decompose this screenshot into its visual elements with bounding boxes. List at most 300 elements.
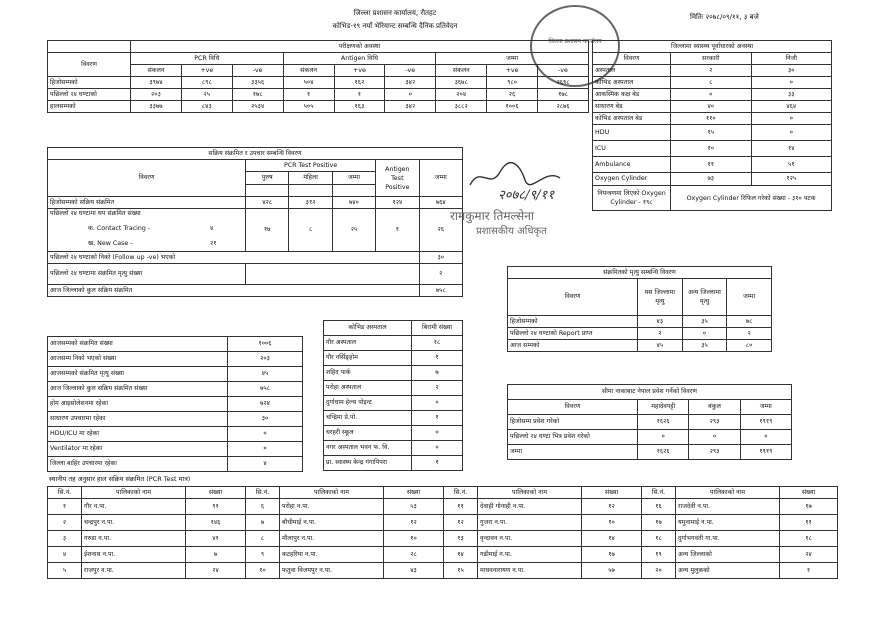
table-cell: अन्य जिल्लाको [676,547,780,563]
table-cell: ७ [186,547,246,563]
table-cell: Oxygen Cylinder रिफिल गरेको संख्या - ३१० पटक [671,186,832,211]
table-cell: संक्रमितको मृत्यु सम्बन्धि विवरण [508,267,772,279]
table-row [593,41,832,53]
table-row [48,412,303,427]
table-cell: ० [689,430,740,445]
table-row [48,442,303,457]
table-row [48,397,303,412]
table-cell: बौधीमाई न.पा. [280,515,384,531]
table-cell: २ [638,328,683,340]
table-cell: १६२ [334,77,385,89]
table-cell: -ve [385,65,436,77]
table-cell: यमुनामाई न.पा. [676,515,780,531]
table-cell: १ [334,89,385,101]
table-cell: जम्मा [508,445,638,460]
local-level-table [47,486,838,579]
table-row [593,77,832,89]
table-cell: १४६ [186,515,246,531]
table-cell: ० [671,89,752,101]
table-cell: ७ [412,366,463,381]
table-cell: HDU/ICU मा रहेका [48,427,228,442]
table-cell: २५ [332,209,375,252]
table-cell: ८ [671,77,752,89]
table-row [48,531,838,547]
table-cell: ३५ [682,316,727,328]
table-cell: देवाही गोनाही न.पा. [478,499,582,515]
table-cell: HDU [593,125,671,141]
table-cell: १२ [444,515,478,531]
table-cell: परोहा न.पा. [280,499,384,515]
table-row [324,441,463,456]
table-cell: ० [228,427,303,442]
table-row [324,396,463,411]
table-cell: हालसम्मको [48,101,131,113]
table-cell: १४ [751,141,832,157]
table-cell: ३० [751,65,832,77]
table-cell: १६३ [334,101,385,113]
table-cell: ५१ [751,157,832,173]
table-cell: दुर्गाधाम हेल्थ पोइन्ट [324,396,412,411]
table-cell: विवरण [48,160,246,197]
table-cell: २९३ [689,445,740,460]
table-cell: आज जिल्लाको कुल सक्रिय संक्रमित [48,285,420,297]
table-cell: प्रा. स्वास्थ्य केन्द्र गंगापिपरा [324,456,412,471]
table-row [324,351,463,366]
table-row [593,173,832,186]
table-row [508,267,772,279]
table-cell: साधारण उपचारमा रहेका [48,412,228,427]
table-cell: ७८ [727,316,772,328]
table-cell: ५ [48,563,82,579]
table-cell: अन्य जिल्लामा मृत्यु [682,279,727,316]
table-cell: पछिल्लो २४ घण्टामा संक्रमित मृत्यु संख्या [48,264,246,285]
table-cell: निजी [751,53,832,65]
text-label: ४ [210,225,214,232]
table-cell: पालिकाको नाम [280,487,384,499]
table-cell: कोभिड अस्पताल [324,321,412,336]
table-cell [332,185,375,197]
table-cell: ३४२ [385,77,436,89]
table-cell: ३१२ [289,197,332,209]
table-cell: ४३ [638,316,683,328]
officer-role: प्रशासकीय अधिकृत [476,226,547,237]
table-cell: ८० [727,340,772,352]
table-cell: पालिकाको नाम [676,487,780,499]
table-cell: २० [642,563,676,579]
table-row [508,316,772,328]
table-row [48,209,463,252]
table-cell: १४ [444,547,478,563]
table-cell: १००६ [228,337,303,352]
table-cell: १५ [671,125,752,141]
death-table [507,266,772,352]
table-cell: ७४० [332,197,375,209]
table-cell: कटहरिया न.पा. [280,547,384,563]
table-cell: Ambulance [593,157,671,173]
table-cell: जम्मा [727,279,772,316]
table-cell: ८ [246,531,280,547]
table-row [508,445,792,460]
officer-name: रामकुमार तिमल्सेना [450,209,534,223]
table-row [48,53,589,65]
table-cell: बंकुल [689,400,740,415]
table-row [48,89,589,101]
text-label: ख. New Case - [88,240,133,247]
table-cell: ICU [593,141,671,157]
table-cell: मौलापुर न.पा. [280,531,384,547]
report-title: कोभिड-१९ नयाँ भेरियान्ट सम्बन्धि दैनिक प्रतिवेदन [332,22,458,30]
table-cell: सि.नं. [642,487,676,499]
table-cell: ४ [228,457,303,472]
table-row [508,385,792,400]
table-cell: ३३ [751,89,832,101]
table-cell: गौर नर्सिङ्होम [324,351,412,366]
table-cell: १ [412,351,463,366]
table-cell: १५ [444,563,478,579]
table-cell: जम्मा [740,400,791,415]
table-cell: हिजोसम्मको [48,77,131,89]
table-cell: ४५ [638,340,683,352]
table-cell: धरहरी स्कूल [324,426,412,441]
table-cell: २०३ [228,352,303,367]
table-cell: १ [780,563,838,579]
table-cell: +ve [334,65,385,77]
table-cell: १ [48,499,82,515]
table-cell: ० [751,77,832,89]
table-cell: कोभिड अस्पताल [593,77,671,89]
table-row [324,366,463,381]
table-cell: महिला [289,172,332,185]
table-row [508,279,772,316]
table-cell: १९१९ [740,415,791,430]
table-row [593,101,832,113]
table-cell: हिजोसम्म प्रवेश गरेको [508,415,638,430]
table-cell: ७३ [671,173,752,186]
table-cell: -ve [538,65,589,77]
table-cell: ४ [48,547,82,563]
table-cell: २५ [181,89,232,101]
table-cell: २४ [186,563,246,579]
table-cell: सि.नं. [246,487,280,499]
local-heading: स्थानीय तह अनुसार हाल सक्रिय संक्रमित (PCR Test मात्र) [49,475,191,483]
table-cell: जम्मा [419,160,462,197]
table-row [508,415,792,430]
table-cell: जम्मा [436,53,589,65]
table-cell: २ [48,515,82,531]
table-cell: २८७६ [538,101,589,113]
table-cell: चन्द्रिमा प्रे.पो. [324,411,412,426]
table-cell: संख्या [582,487,642,499]
table-row [48,148,463,160]
table-cell: १७८ [538,89,589,101]
table-cell: ३६७८ [436,77,487,89]
text-label: पछिल्लो २४ घण्टामा थप संक्रमित संख्या [50,210,141,217]
table-cell: नगर अस्पताल भवन फ. वि. [324,441,412,456]
table-cell: संकलन [283,65,334,77]
table-cell: संकलन [131,65,182,77]
table-cell: ११ [780,515,838,531]
table-row [324,456,463,471]
table-cell: बिरामी संख्या [412,321,463,336]
table-row [48,264,463,285]
table-cell: १८ [412,336,463,351]
table-cell: आकस्मिक कक्ष बेड [593,89,671,101]
table-cell: ९ [246,547,280,563]
table-cell: शहिद पार्क [324,366,412,381]
table-cell: माधवनारायण न.पा. [478,563,582,579]
table-cell: ० [751,113,832,125]
table-cell: १० [246,563,280,579]
table-cell: ३४२ [385,101,436,113]
table-cell: २ [419,264,462,285]
table-cell: १८ [642,531,676,547]
table-cell: १७ [642,515,676,531]
table-cell: १८ [780,531,838,547]
table-cell: -ve [232,65,283,77]
table-cell: ९८० [487,77,538,89]
table-cell: फतुवा विजयपुर न.पा. [280,563,384,579]
table-cell: ११० [671,113,752,125]
table-cell [246,264,420,285]
table-cell: कोभिड अस्पताल बेड [593,113,671,125]
health-infra-table [592,40,832,211]
table-cell: १ [412,411,463,426]
table-cell: सि.नं. [48,487,82,499]
border-entry-table [507,384,792,460]
table-row [593,53,832,65]
table-row [324,411,463,426]
table-cell: विवरण [48,53,131,77]
table-cell: १२ [384,515,444,531]
table-row [48,499,838,515]
table-cell: १००६ [487,101,538,113]
table-cell: १९ [642,547,676,563]
table-cell: ० [751,125,832,141]
table-cell: संख्या [186,487,246,499]
table-cell: १० [384,531,444,547]
table-cell: विवरण [508,279,638,316]
table-cell: ० [638,430,689,445]
summary-table [47,336,303,472]
table-cell: चन्द्रपुर न.पा. [82,515,186,531]
table-cell: २६ [419,209,462,252]
table-cell: ४३ [384,563,444,579]
table-cell: अन्य मुलुकको [676,563,780,579]
table-cell: २८ [384,547,444,563]
report-date: मितिः २०७८/०९/११, ३ बजे [690,13,759,21]
table-cell: ७६४ [419,197,462,209]
table-cell: +ve [487,65,538,77]
table-cell: १ [412,456,463,471]
table-cell: ४६४ [751,101,832,113]
table-cell: ३ [48,531,82,547]
table-cell: ४२८ [246,197,289,209]
table-cell: ५०५ [283,101,334,113]
table-cell: हिजोसम्मको [508,316,638,328]
table-cell: ० [682,328,727,340]
table-cell: पुरुष [246,172,289,185]
table-cell: सक्रिय संक्रमित र उपचार सम्बन्धि विवरण [48,148,463,160]
table-cell: होम आइसोलेशनमा रहेका [48,397,228,412]
table-cell: आजसम्मको संक्रमित मृत्यु संख्या [48,367,228,382]
table-row [48,197,463,209]
table-row [324,381,463,396]
table-cell: ६ [246,499,280,515]
table-cell: विवरण [508,400,638,415]
table-cell: १६ [642,499,676,515]
table-cell [48,41,131,53]
table-row [48,352,303,367]
table-cell: गरुडा न.पा. [82,531,186,547]
table-cell: ९१ [186,499,246,515]
table-cell: Antigen Test Positive [376,160,419,197]
table-cell: ७५८ [419,285,462,297]
table-cell [48,209,246,252]
table-cell: १ [376,209,419,252]
table-cell: महादेवपट्टी [638,400,689,415]
table-cell: ३३५६ [232,77,283,89]
text-label: २१ [210,240,217,247]
table-cell: ३३७७ [131,101,182,113]
table-row [48,457,303,472]
table-cell [289,185,332,197]
table-cell: संख्या [384,487,444,499]
table-cell: २४ [780,547,838,563]
table-row [48,160,463,172]
table-row [508,328,772,340]
table-cell: ४५ [228,367,303,382]
table-cell: संकलन [436,65,487,77]
table-cell: सि.नं. [444,487,478,499]
table-cell: ७५८ [228,382,303,397]
table-cell: २५३४ [232,101,283,113]
table-cell: ७ [246,515,280,531]
table-row [593,141,832,157]
table-cell: १४ [582,531,642,547]
table-cell: गौर अस्पताल [324,336,412,351]
table-row [48,563,838,579]
table-cell: आजसम्मको संक्रमित संख्या [48,337,228,352]
table-cell: संख्या [780,487,838,499]
table-cell: १२ [582,499,642,515]
table-cell: २ [727,328,772,340]
table-cell: पछिल्लो २४ घण्टाको निको (Follow up -ve) भएको [48,252,420,264]
table-cell: १७ [246,209,289,252]
table-cell: गुजरा न.पा. [478,515,582,531]
table-cell: पालिकाको नाम [82,487,186,499]
table-cell: Oxygen Cylinder [593,173,671,186]
table-cell: ५३ [384,499,444,515]
table-cell: २९३ [689,415,740,430]
table-row [48,101,589,113]
table-cell: ११ [671,157,752,173]
table-row [48,487,838,499]
table-cell: PCR Test Positive [246,160,376,172]
table-cell: ईशनाथ न.पा. [82,547,186,563]
table-row [324,336,463,351]
table-cell: ३९७४ [131,77,182,89]
table-cell: आज जिल्लाको कुल सक्रिय संक्रमित संख्या [48,382,228,397]
table-row [508,430,792,445]
table-cell: पछिल्लो २४ घण्टाको [48,89,131,101]
table-cell: ३० [228,412,303,427]
table-cell: ३५ [682,340,727,352]
table-cell: गौर न.पा. [82,499,186,515]
signature-date: २०७८/९/११ [498,188,555,203]
table-row [48,515,838,531]
table-cell: ३८८२ [436,101,487,113]
table-cell: ० [740,430,791,445]
table-cell: ० [412,441,463,456]
table-cell: ११ [444,499,478,515]
table-row [593,89,832,101]
table-cell: ० [412,426,463,441]
table-cell [246,185,289,197]
text-label: क. Contact Tracing - [88,225,151,232]
active-cases-table [47,147,463,297]
table-cell: १९१९ [740,445,791,460]
table-cell: राजदेवी न.पा. [676,499,780,515]
table-cell: १२४ [376,197,419,209]
table-cell: नियन्त्रणमा लिएको Oxygen Cylinder - १९८ [593,186,671,211]
table-cell: २ [412,381,463,396]
table-cell: हिजोसम्मको सक्रिय संक्रमित [48,197,246,209]
table-cell: जिल्ला बाहिर उपचारमा रहेका [48,457,228,472]
table-cell: परोहा अस्पताल [324,381,412,396]
table-cell: आजसम्म निको भएको संख्या [48,352,228,367]
table-cell: २०४ [436,89,487,101]
table-cell: +ve [181,65,232,77]
table-cell: पछिल्लो २४ घण्टा भित्र प्रवेश गरेको [508,430,638,445]
table-cell: परीक्षणको अवस्था [131,41,589,53]
table-row [324,321,463,336]
table-cell: ० [228,442,303,457]
table-row [508,340,772,352]
table-cell: २ [671,65,752,77]
table-cell: यस जिल्लामा मृत्यु [638,279,683,316]
office-name: जिल्ला प्रशासन कार्यालय, रौतहट [353,9,437,17]
table-cell: १७८ [232,89,283,101]
table-row [48,382,303,397]
table-row [48,427,303,442]
table-cell: Antigen विधि [283,53,436,65]
table-row [48,285,463,297]
table-row [593,65,832,77]
table-cell: २६ [487,89,538,101]
table-row [593,125,832,141]
table-cell: विवरण [593,53,671,65]
table-cell: पालिकाको नाम [478,487,582,499]
table-cell: ५०४ [283,77,334,89]
table-cell: २६९८ [538,77,589,89]
table-cell: जिल्लामा स्वास्थ्य पूर्वाधारको अवस्था [593,41,832,53]
table-row [593,186,832,211]
test-status-table [47,40,589,113]
table-cell: ४१ [186,531,246,547]
table-cell: ८ [289,209,332,252]
table-cell: १६२६ [638,415,689,430]
table-cell: ० [385,89,436,101]
table-cell: साधारण बेड [593,101,671,113]
table-row [48,77,589,89]
table-cell: ८९८ [181,77,232,89]
table-cell: दुर्गाभगवती गा.पा. [676,531,780,547]
table-cell: जम्मा [332,172,375,185]
table-cell: १३ [444,531,478,547]
table-row [48,41,589,53]
table-cell: १७ [582,547,642,563]
covid-hospital-table [323,320,463,471]
